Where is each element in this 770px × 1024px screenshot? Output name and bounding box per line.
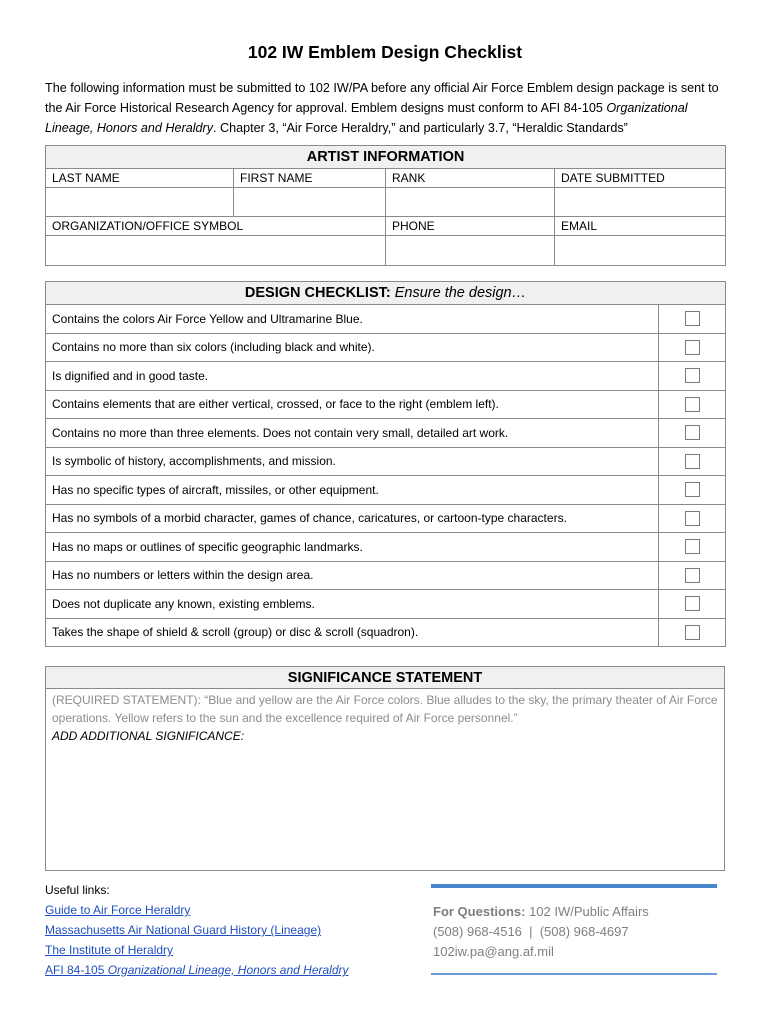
contact-office: 102 IW/Public Affairs [525, 904, 649, 919]
useful-links-label: Useful links: [45, 883, 110, 897]
email-field[interactable] [555, 236, 726, 266]
date-submitted-field[interactable] [555, 188, 726, 217]
organization-label: ORGANIZATION/OFFICE SYMBOL [46, 217, 386, 236]
contact-phones: (508) 968-4516 | (508) 968-4697 [433, 924, 629, 939]
additional-significance-label: ADD ADDITIONAL SIGNIFICANCE: [52, 729, 245, 743]
afi-link-prefix: AFI 84-105 [45, 963, 108, 977]
organization-field[interactable] [46, 236, 386, 266]
contact-email[interactable]: 102iw.pa@ang.af.mil [433, 944, 554, 959]
significance-statement-header: SIGNIFICANCE STATEMENT [46, 667, 725, 689]
mass-ang-history-link[interactable]: Massachusetts Air National Guard History (Lineage) [45, 923, 322, 937]
required-statement: (REQUIRED STATEMENT): “Blue and yellow are the Air Force colors. Blue alludes to the sky, the primary theater of Air Force operations. Yellow refers to the sun and the excellence required of Air Force personnel.” [52, 693, 718, 725]
artist-information-table [45, 145, 726, 266]
page-title: 102 IW Emblem Design Checklist [247, 42, 523, 62]
rank-label: RANK [386, 169, 555, 188]
checklist-item: Has no specific types of aircraft, missiles, or other equipment. [46, 476, 659, 505]
last-name-field[interactable] [46, 188, 234, 217]
contact-label: For Questions: [433, 904, 526, 919]
useful-links [45, 880, 349, 980]
intro-italic: Organizational Lineage, Honors and Heraldry [45, 101, 688, 135]
checklist-item: Does not duplicate any known, existing emblems. [46, 590, 659, 619]
afi-84-105-link[interactable] [45, 960, 349, 980]
checklist-header-italic: Ensure the design… [394, 285, 527, 301]
email-label: EMAIL [555, 217, 726, 236]
contact-bottom-rule [431, 973, 717, 975]
guide-heraldry-link[interactable]: Guide to Air Force Heraldry [45, 903, 191, 917]
checklist-checkbox[interactable] [685, 397, 700, 412]
checklist-item: Takes the shape of shield & scroll (group) or disc & scroll (squadron). [46, 618, 659, 647]
contact-box [431, 884, 717, 975]
checklist-item: Contains no more than three elements. Does not contain very small, detailed art work. [46, 419, 659, 448]
checklist-item: Contains elements that are either vertical, crossed, or face to the right (emblem left). [46, 390, 659, 419]
design-checklist-header [46, 282, 726, 305]
institute-heraldry-link[interactable]: The Institute of Heraldry [45, 943, 174, 957]
checklist-item: Contains the colors Air Force Yellow and Ultramarine Blue. [46, 305, 659, 334]
checklist-item: Is dignified and in good taste. [46, 362, 659, 391]
contact-office-line [433, 902, 715, 922]
checklist-checkbox[interactable] [685, 482, 700, 497]
first-name-label: FIRST NAME [234, 169, 386, 188]
artist-information-header: ARTIST INFORMATION [46, 146, 726, 169]
checklist-checkbox[interactable] [685, 539, 700, 554]
checklist-header-bold: DESIGN CHECKLIST: [244, 285, 391, 301]
afi-link-italic: Organizational Lineage, Honors and Heraldry [107, 963, 349, 977]
phone-field[interactable] [386, 236, 555, 266]
checklist-checkbox[interactable] [685, 596, 700, 611]
checklist-checkbox[interactable] [685, 340, 700, 355]
checklist-checkbox[interactable] [685, 425, 700, 440]
checklist-checkbox[interactable] [685, 368, 700, 383]
checklist-checkbox[interactable] [685, 568, 700, 583]
design-checklist-table [45, 281, 726, 647]
last-name-label: LAST NAME [46, 169, 234, 188]
intro-text-1: The following information must be submitted to 102 IW/PA before any official Air Force Emblem design package is sent to the Air Force Historical Research Agency for approval. Emblem designs must conform to AFI 84-105 [45, 81, 719, 115]
rank-field[interactable] [386, 188, 555, 217]
date-submitted-label: DATE SUBMITTED [555, 169, 726, 188]
checklist-item: Has no numbers or letters within the design area. [46, 561, 659, 590]
checklist-item: Has no maps or outlines of specific geographic landmarks. [46, 533, 659, 562]
phone-label: PHONE [386, 217, 555, 236]
checklist-item: Is symbolic of history, accomplishments, and mission. [46, 447, 659, 476]
checklist-item: Has no symbols of a morbid character, games of chance, caricatures, or cartoon-type characters. [46, 504, 659, 533]
significance-statement-table [45, 666, 725, 871]
checklist-checkbox[interactable] [685, 454, 700, 469]
checklist-checkbox[interactable] [685, 311, 700, 326]
checklist-checkbox[interactable] [685, 625, 700, 640]
intro-text-2: . Chapter 3, “Air Force Heraldry,” and particularly 3.7, “Heraldic Standards” [213, 121, 628, 135]
significance-statement-field[interactable] [46, 689, 725, 871]
first-name-field[interactable] [234, 188, 386, 217]
intro-paragraph [45, 78, 725, 138]
checklist-checkbox[interactable] [685, 511, 700, 526]
checklist-item: Contains no more than six colors (including black and white). [46, 333, 659, 362]
